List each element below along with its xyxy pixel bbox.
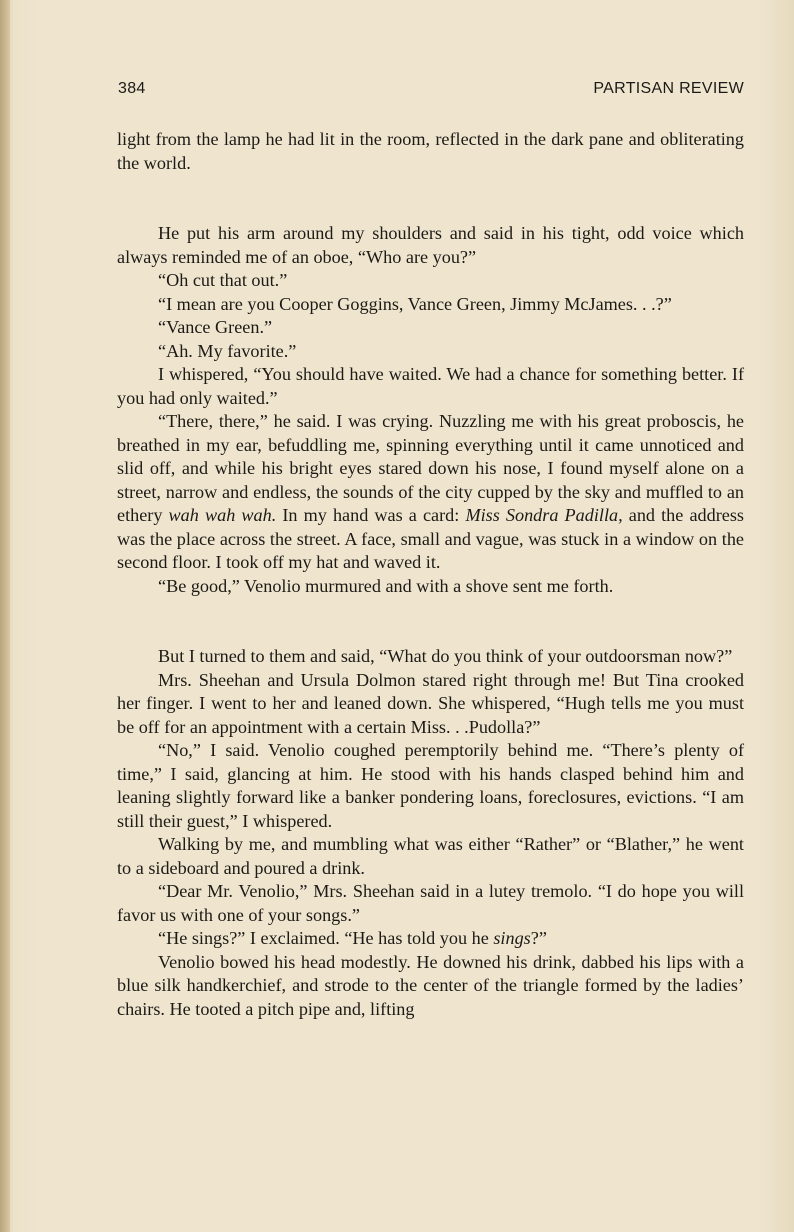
section-break [117, 175, 744, 222]
section-break [117, 598, 744, 645]
text-run: In my hand was a card: [276, 505, 466, 525]
text-run: “He sings?” I exclaimed. “He has told you he [158, 928, 494, 948]
paragraph: Mrs. Sheehan and Ursula Dolmon stared right through me! But Tina crooked her finger. I went to her and leaned down. She whispered, “Hugh tells me you must be off for an appointment with a certain Miss. . .Pudolla?” [117, 669, 744, 737]
paragraph: I whispered, “You should have waited. We had a chance for something better. If you had only waited.” [117, 364, 744, 408]
paragraph: Walking by me, and mumbling what was either “Rather” or “Blather,” he went to a sideboard and poured a drink. [117, 834, 744, 878]
italic-text: Miss Sondra Padilla, [465, 505, 623, 525]
paragraph: “Ah. My favorite.” [158, 340, 297, 361]
body-text [117, 128, 744, 1021]
text-run: ?” [530, 928, 547, 948]
text-run: “There, there,” he said. I was crying. Nuzzling me with his great proboscis, he breathed in my ear, befuddling me, spinning everything until it came unnoticed and slid off, and while his bright eyes stared down his nose, I found myself alone on a street, narrow and endless, the sounds of the city cupped by the sky and muffled to an ethery [117, 411, 744, 525]
paragraph: “Oh cut that out.” [158, 270, 288, 290]
paragraph: Venolio bowed his head modestly. He downed his drink, dabbed his lips with a blue silk handkerchief, and strode to the center of the triangle formed by the ladies’ chairs. He tooted a pitch pipe and, lifting [117, 951, 744, 1019]
paragraph: “Dear Mr. Venolio,” Mrs. Sheehan said in a lutey tremolo. “I do hope you will favor us with one of your songs.” [117, 881, 744, 925]
italic-text: wah wah wah. [168, 505, 277, 525]
journal-title: PARTISAN REVIEW [593, 80, 744, 97]
running-head [118, 80, 744, 102]
paragraph: But I turned to them and said, “What do you think of your outdoorsman now?” [158, 646, 733, 666]
paragraph [117, 927, 744, 951]
text-run: and the address was the place across the street. A face, small and vague, was stuck in a window on the second floor. I took off my hat and waved it. [117, 505, 744, 572]
paragraph: He put his arm around my shoulders and said in his tight, odd voice which always reminded me of an oboe, “Who are you?” [117, 223, 744, 267]
paragraph: “Be good,” Venolio murmured and with a shove sent me forth. [158, 575, 614, 596]
page-gutter [0, 0, 10, 1232]
paragraph: light from the lamp he had lit in the room, reflected in the dark pane and obliterating the world. [117, 129, 744, 173]
italic-text: sings [493, 928, 531, 948]
paragraph [117, 410, 744, 575]
page-number: 384 [118, 80, 146, 97]
paragraph: “I mean are you Cooper Goggins, Vance Green, Jimmy McJames. . .?” [158, 293, 672, 314]
paragraph: “No,” I said. Venolio coughed peremptorily behind me. “There’s plenty of time,” I said, glancing at him. He stood with his hands clasped behind him and leaning slightly forward like a banker pondering loans, foreclosures, evictions. “I am still their guest,” I whispered. [117, 740, 744, 831]
paragraph: “Vance Green.” [158, 317, 273, 337]
